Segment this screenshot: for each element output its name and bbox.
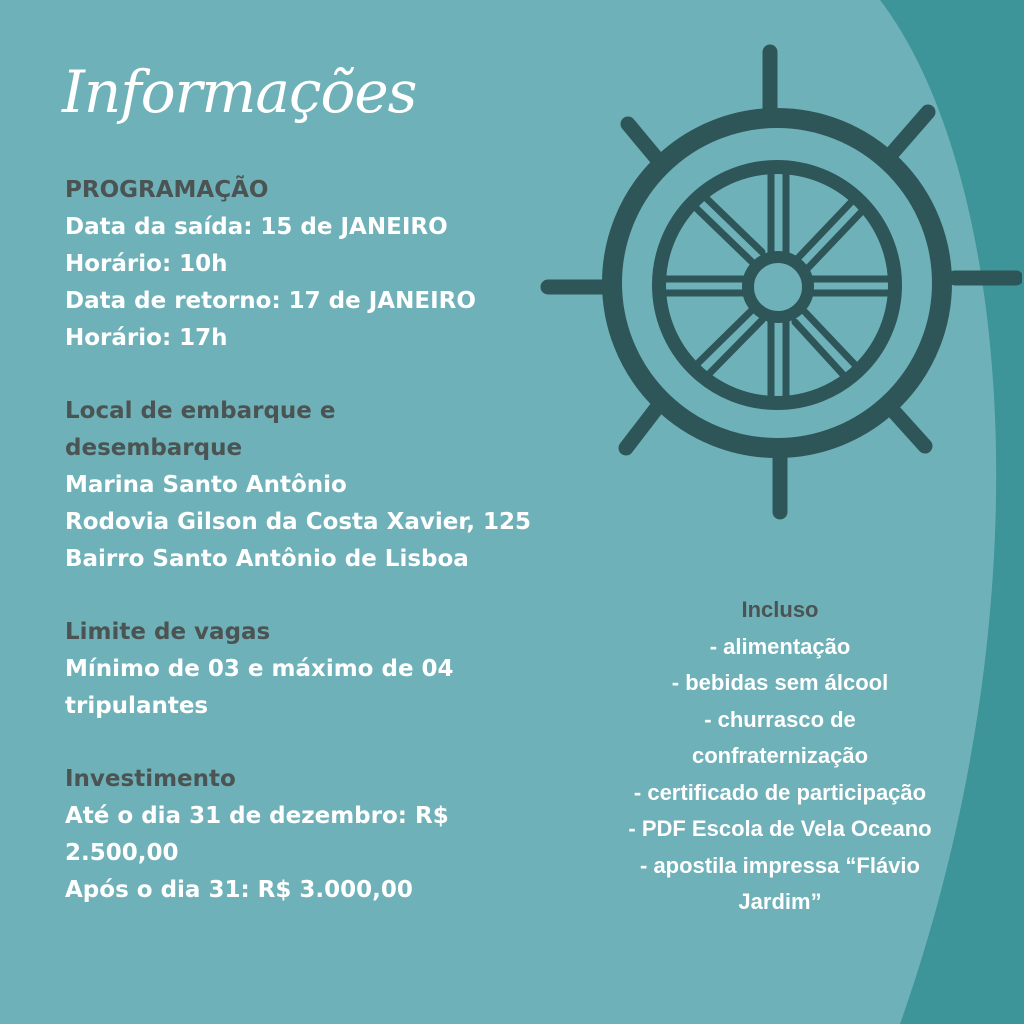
info-column bbox=[65, 172, 585, 945]
local-line: Marina Santo Antônio bbox=[65, 472, 347, 498]
section-investimento bbox=[65, 761, 585, 909]
local-line: Rodovia Gilson da Costa Xavier, 125 bbox=[65, 509, 532, 535]
local-heading: Local de embarque e bbox=[65, 398, 336, 424]
local-heading: desembarque bbox=[65, 435, 243, 461]
incluso-item: - bebidas sem álcool bbox=[671, 670, 889, 695]
vagas-line: tripulantes bbox=[65, 693, 209, 719]
vagas-line: Mínimo de 03 e máximo de 04 bbox=[65, 656, 454, 682]
incluso-item: - certificado de participação bbox=[633, 779, 927, 805]
investimento-line: 2.500,00 bbox=[65, 840, 179, 866]
page-title: Informações bbox=[62, 58, 417, 126]
section-programacao bbox=[65, 172, 585, 357]
investimento-heading: Investimento bbox=[65, 766, 236, 792]
incluso-heading: Incluso bbox=[741, 597, 819, 622]
ship-wheel-icon bbox=[532, 40, 1022, 525]
incluso-item: - churrasco de bbox=[704, 706, 856, 732]
local-line: Bairro Santo Antônio de Lisboa bbox=[65, 546, 469, 572]
programacao-heading: PROGRAMAÇÃO bbox=[65, 177, 269, 203]
incluso-item: - apostila impressa “Flávio bbox=[640, 852, 920, 878]
programacao-line: Data de retorno: 17 de JANEIRO bbox=[65, 288, 476, 314]
section-vagas bbox=[65, 614, 585, 725]
incluso-item: Jardim” bbox=[738, 889, 822, 914]
incluso-box bbox=[575, 592, 985, 921]
incluso-item: - alimentação bbox=[709, 633, 851, 659]
incluso-item: confraternização bbox=[691, 743, 869, 768]
programacao-line: Horário: 10h bbox=[65, 251, 228, 277]
investimento-line: Após o dia 31: R$ 3.000,00 bbox=[65, 877, 413, 903]
vagas-heading: Limite de vagas bbox=[65, 619, 271, 645]
programacao-line: Horário: 17h bbox=[65, 325, 228, 351]
incluso-item: - PDF Escola de Vela Oceano bbox=[628, 816, 932, 841]
section-local bbox=[65, 393, 585, 578]
investimento-line: Até o dia 31 de dezembro: R$ bbox=[65, 803, 449, 829]
programacao-line: Data da saída: 15 de JANEIRO bbox=[65, 214, 448, 240]
